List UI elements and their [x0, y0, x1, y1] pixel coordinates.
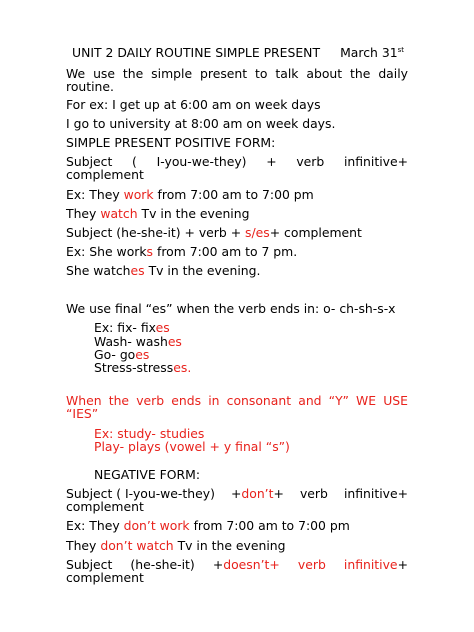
final-es-item: Stress-stresses. [94, 360, 192, 375]
negative-rule-1-cont: complement [66, 499, 144, 514]
intro-line-2: routine. [66, 79, 114, 94]
negative-example-1: Ex: They don’t work from 7:00 am to 7:00 pm [66, 518, 350, 533]
intro-line-1: We use the simple present to talk about the daily [66, 66, 408, 81]
positive-heading: SIMPLE PRESENT POSITIVE FORM: [66, 135, 276, 150]
positive-rule-2: Subject (he-she-it) + verb + s/es+ complement [66, 225, 362, 240]
final-es-item: Ex: fix- fixes [94, 320, 170, 335]
word: Subject ( I-you-we-they) [66, 486, 215, 501]
final-es-item: Go- goes [94, 347, 150, 362]
word: infinitive+ [343, 486, 408, 501]
word: verb [299, 486, 328, 501]
negative-heading: NEGATIVE FORM: [94, 467, 201, 482]
ies-example-1: Ex: study- studies [94, 426, 205, 441]
intro-example-1: For ex: I get up at 6:00 am on week days [66, 97, 321, 112]
intro-example-2: I go to university at 8:00 am on week days. [66, 116, 336, 131]
title-line [72, 46, 408, 60]
negative-example-2: They don’t watch Tv in the evening [66, 538, 286, 553]
ies-rule-cont: “IES” [66, 406, 99, 421]
ies-example-2: Play- plays (vowel + y final “s”) [94, 439, 290, 454]
unit-title: UNIT 2 DAILY ROUTINE SIMPLE PRESENT [72, 45, 321, 60]
negative-rule-2-cont: complement [66, 570, 144, 585]
ies-rule: When the verb ends in consonant and “Y” WE USE [66, 393, 408, 408]
final-es-item: Wash- washes [94, 334, 182, 349]
word: +don’t+ [230, 486, 284, 501]
positive-rule-1: Subject ( I-you-we-they) + verb infinitive+ [66, 154, 408, 169]
word: infinitive+ [343, 557, 408, 572]
word: verb [297, 557, 326, 572]
word: (he-she-it) [130, 557, 195, 572]
word: Subject [66, 557, 113, 572]
final-es-rule: We use final “es” when the verb ends in: o- ch-sh-s-x [66, 301, 396, 316]
positive-rule-1-cont: complement [66, 167, 144, 182]
positive-example-4: She watches Tv in the evening. [66, 263, 261, 278]
positive-example-3: Ex: She works from 7:00 am to 7 pm. [66, 244, 298, 259]
word: +doesn’t+ [212, 557, 280, 572]
date: March 31st [340, 45, 404, 60]
positive-example-1: Ex: They work from 7:00 am to 7:00 pm [66, 187, 314, 202]
positive-example-2: They watch Tv in the evening [66, 206, 250, 221]
